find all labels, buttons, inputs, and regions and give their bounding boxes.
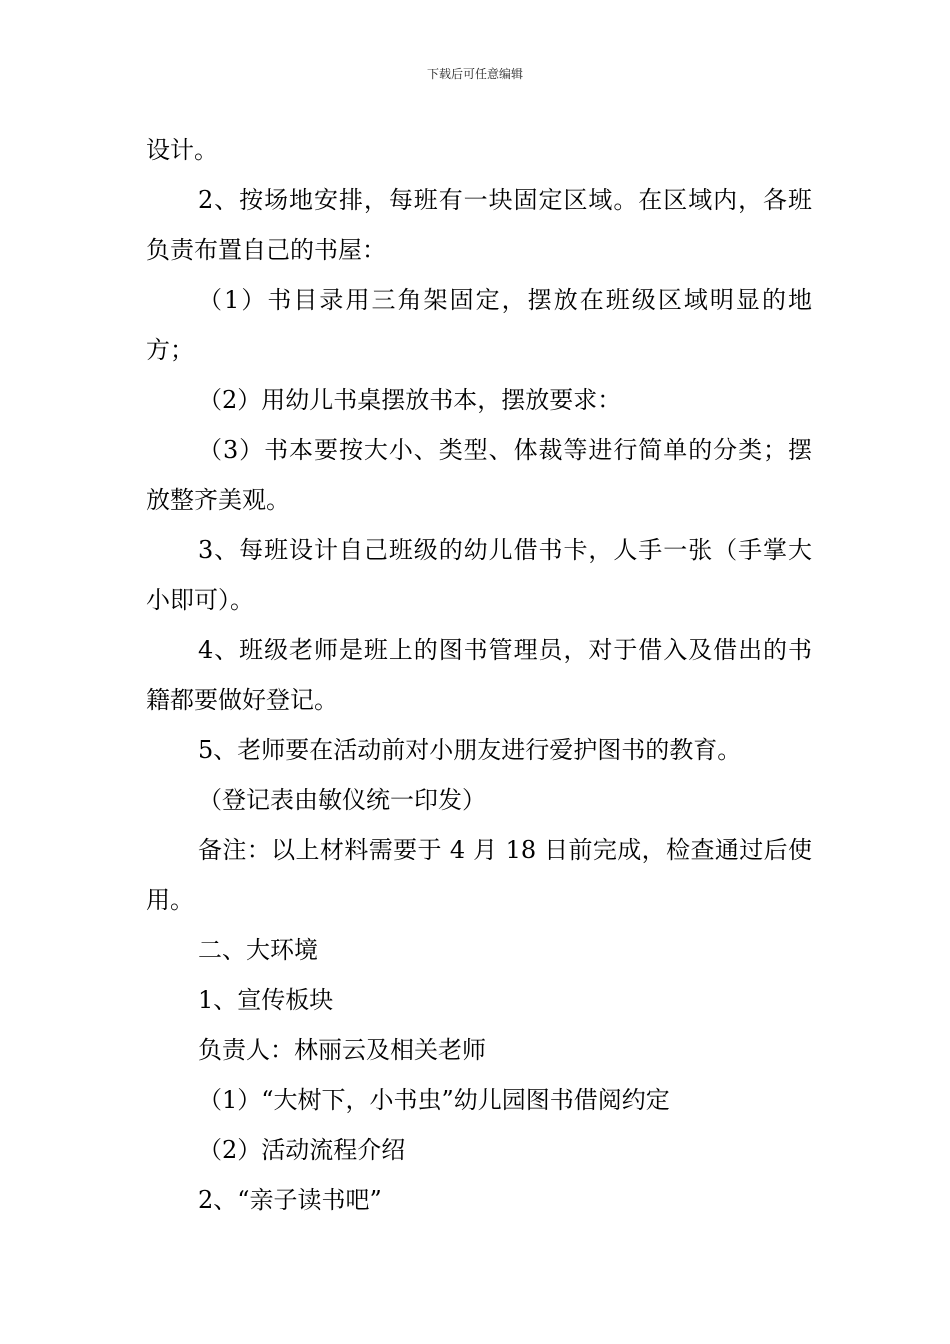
paragraph-7: 4、班级老师是班上的图书管理员，对于借入及借出的书籍都要做好登记。 (146, 636, 812, 714)
paragraph-2: 2、按场地安排，每班有一块固定区域。在区域内，各班负责布置自己的书屋： (146, 186, 812, 264)
paragraph-13: 负责人：林丽云及相关老师 (198, 1036, 486, 1064)
paragraph-9: （登记表由敏仪统一印发） (198, 786, 486, 814)
paragraph-3: （1）书目录用三角架固定，摆放在班级区域明显的地方； (146, 286, 812, 364)
paragraph-15: （2）活动流程介绍 (198, 1136, 406, 1164)
document-body (146, 125, 812, 1225)
paragraph-6: 3、每班设计自己班级的幼儿借书卡，人手一张（手掌大小即可）。 (146, 536, 812, 614)
paragraph-14: （1）“大树下，小书虫”幼儿园图书借阅约定 (198, 1086, 670, 1114)
paragraph-16: 2、“亲子读书吧” (198, 1186, 382, 1214)
paragraph-11: 二、大环境 (198, 936, 318, 964)
paragraph-10: 备注：以上材料需要于 4 月 18 日前完成，检查通过后使用。 (146, 836, 812, 914)
paragraph-12: 1、宣传板块 (198, 986, 334, 1014)
page-header: 下载后可任意编辑 (426, 67, 523, 81)
paragraph-1: 设计。 (146, 136, 218, 164)
paragraph-8: 5、老师要在活动前对小朋友进行爱护图书的教育。 (198, 736, 742, 764)
paragraph-4: （2）用幼儿书桌摆放书本，摆放要求： (198, 386, 622, 414)
paragraph-5: （3）书本要按大小、类型、体裁等进行简单的分类；摆放整齐美观。 (146, 436, 812, 514)
